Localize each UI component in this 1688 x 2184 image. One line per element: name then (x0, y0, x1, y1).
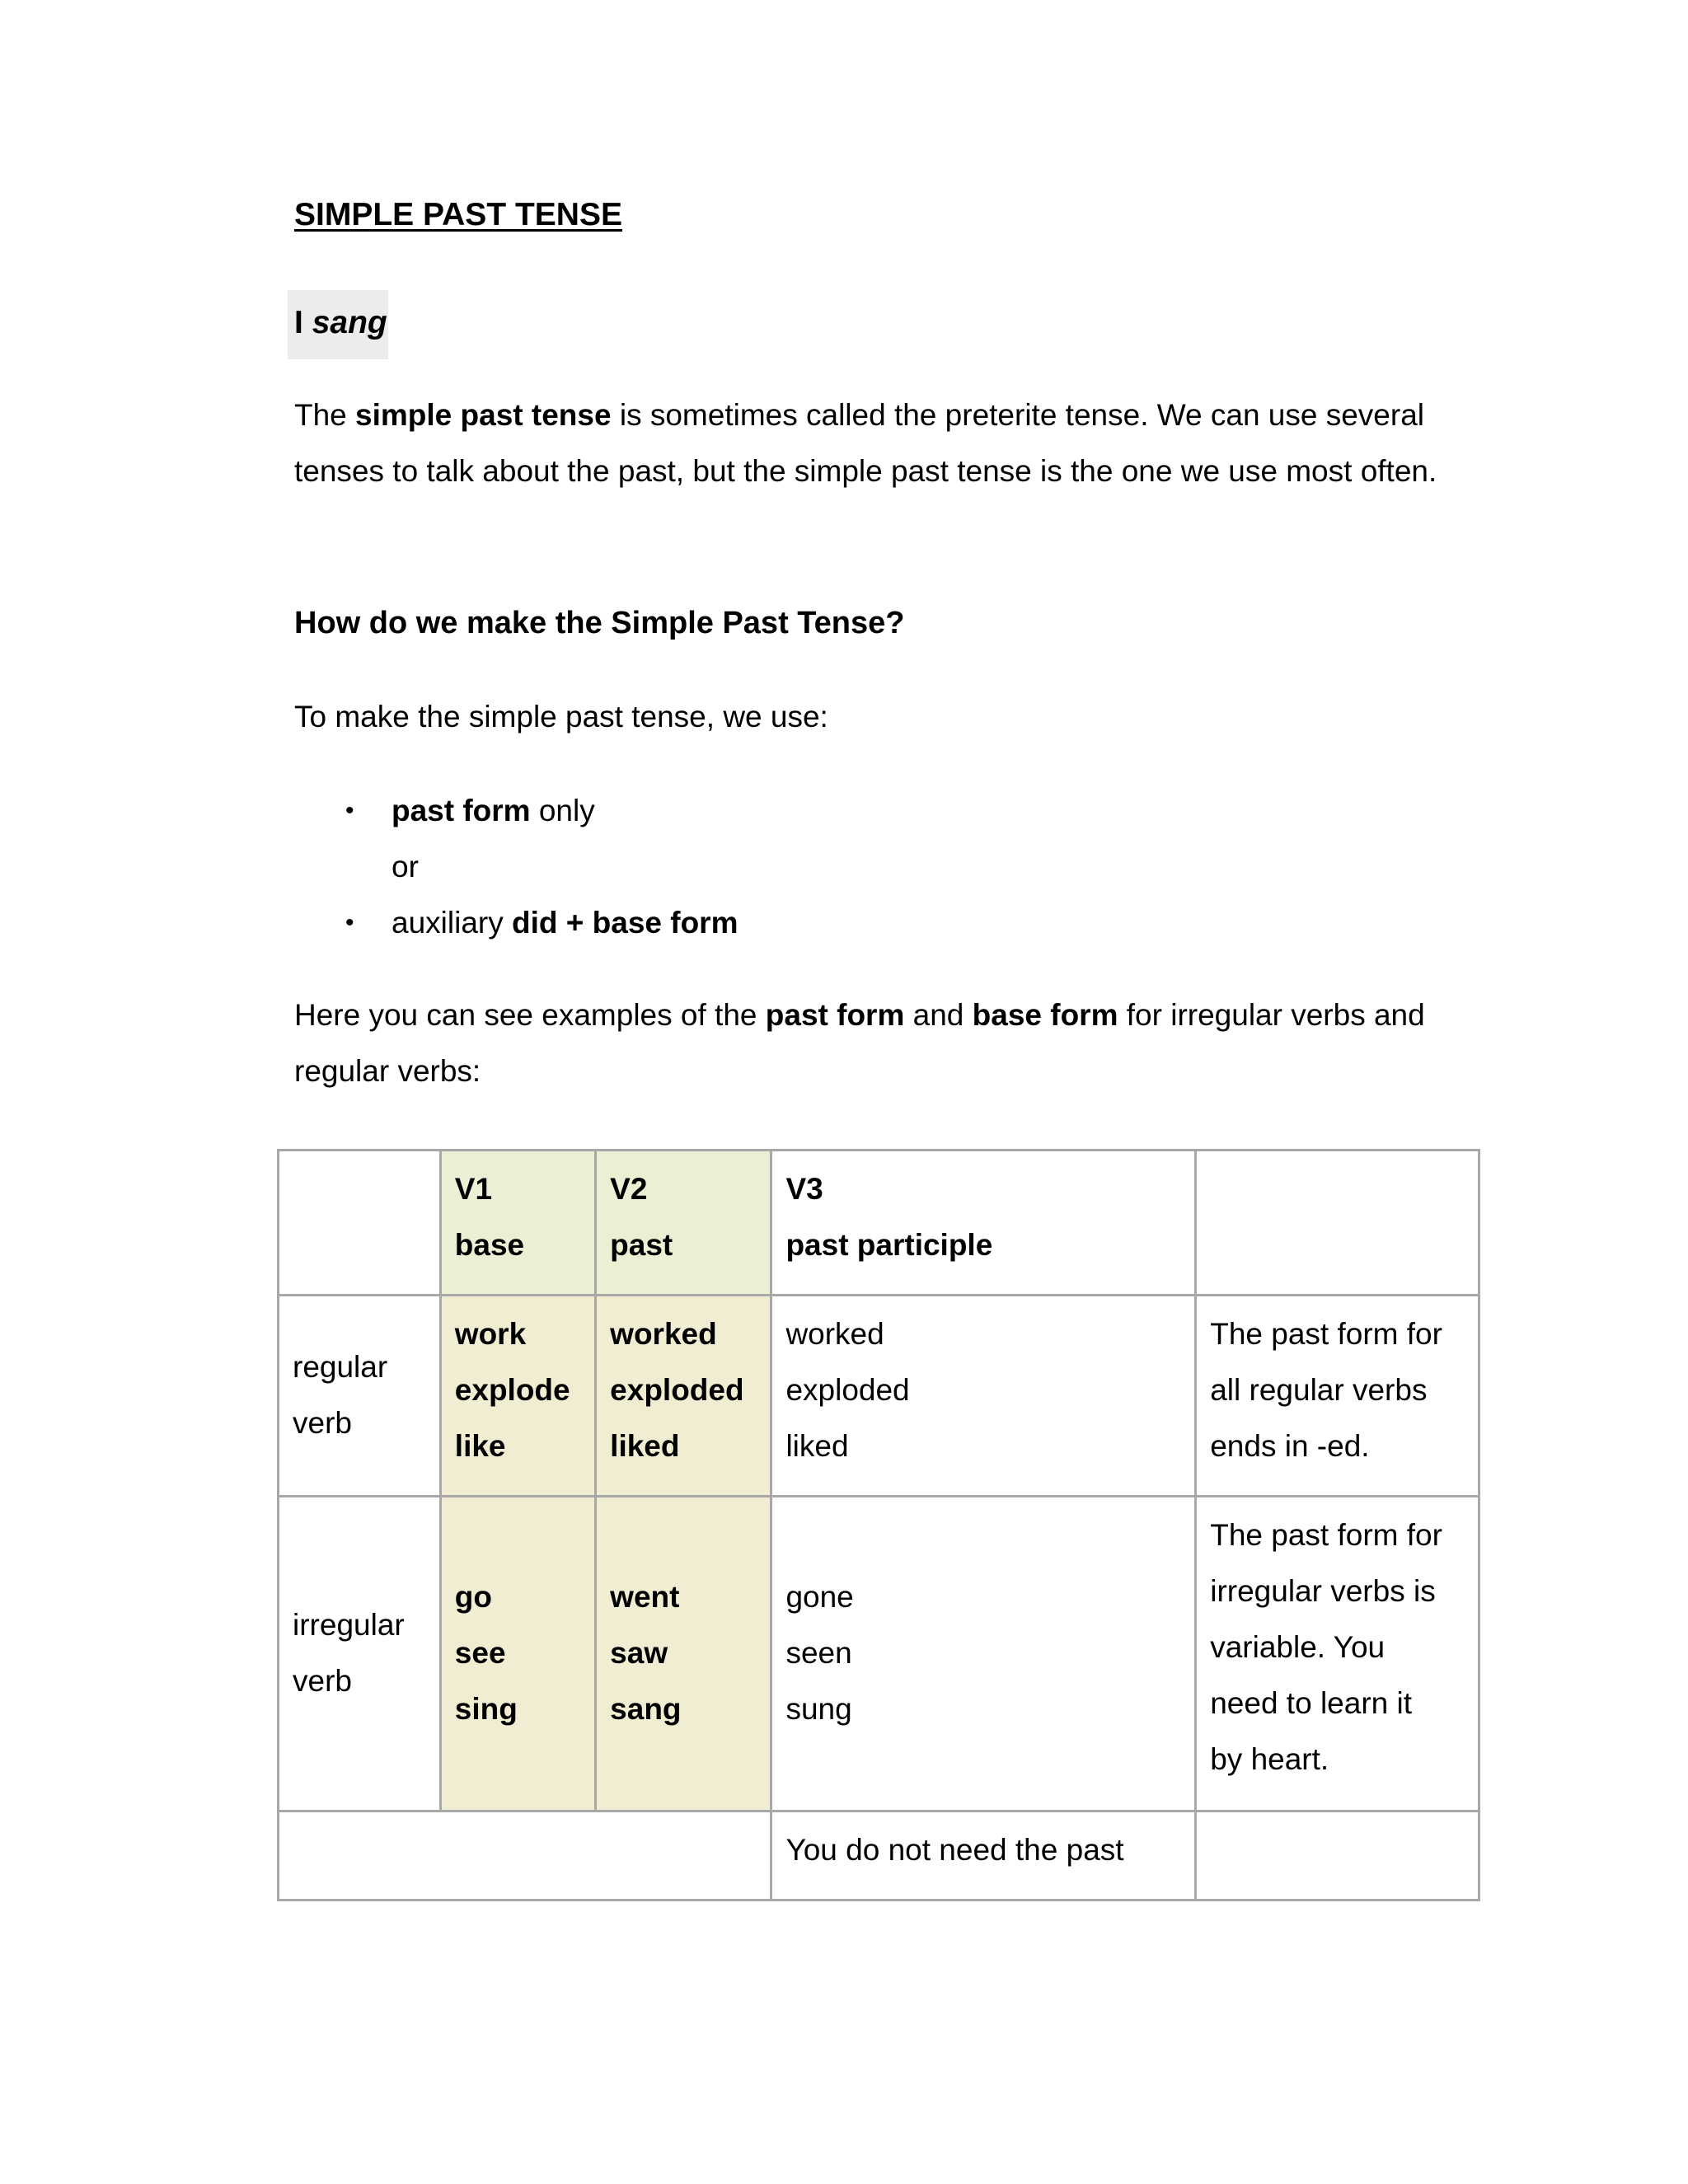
irregular-label-1: irregular (293, 1607, 405, 1642)
irregular-note-line: by heart. (1210, 1742, 1329, 1776)
last-row-empty-cell (279, 1811, 771, 1900)
or-text: or (392, 850, 419, 883)
irregular-v2-item: sang (610, 1691, 682, 1726)
irregular-v3-cell (771, 1497, 1196, 1811)
examples-past-form: past form (765, 998, 905, 1032)
regular-v3-item: liked (785, 1429, 849, 1463)
intro-text-2: is sometimes called the preterite tense. We can use several tenses to talk about the past, but the simple past tense is the one we use most often. (294, 398, 1437, 488)
header-note-cell (1196, 1151, 1479, 1296)
last-row-note-cell (1196, 1811, 1479, 1900)
header-v2 (596, 1151, 771, 1296)
regular-v1-item: work (454, 1317, 527, 1351)
irregular-v3-item: sung (785, 1691, 852, 1726)
regular-note-line: all regular verbs (1210, 1373, 1428, 1407)
bullet-1-rest: only (530, 794, 595, 827)
make-intro: To make the simple past tense, we use: (294, 700, 828, 733)
regular-v1-item: like (454, 1429, 506, 1463)
irregular-v2-cell (596, 1497, 771, 1811)
bullet-1-bold: past form (392, 794, 531, 827)
how-heading: How do we make the Simple Past Tense? (294, 606, 905, 640)
header-v3-sub: past participle (785, 1228, 993, 1262)
header-v1 (440, 1151, 595, 1296)
bullet-2-pre: auxiliary (392, 906, 512, 940)
irregular-v1-item: sing (454, 1691, 518, 1726)
regular-v3-item: exploded (785, 1373, 910, 1407)
regular-label-2: verb (293, 1405, 352, 1440)
irregular-note-cell (1196, 1497, 1479, 1811)
irregular-v2-item: saw (610, 1635, 668, 1670)
header-v3 (771, 1151, 1196, 1296)
examples-paragraph (294, 987, 1498, 1099)
intro-text-1: The (294, 398, 356, 432)
examples-text-3: for irregular verbs and regular verbs: (294, 998, 1425, 1088)
irregular-v3-item: gone (785, 1579, 854, 1614)
header-v2-label: V2 (610, 1172, 648, 1206)
example-verb: sang (312, 305, 387, 340)
regular-v2-cell (596, 1296, 771, 1497)
regular-note-line: The past form for (1210, 1317, 1442, 1351)
header-v1-sub: base (454, 1228, 525, 1262)
examples-text-1: Here you can see examples of the (294, 998, 766, 1032)
irregular-label-cell (279, 1497, 441, 1811)
regular-note-cell (1196, 1296, 1479, 1497)
regular-v2-item: worked (610, 1317, 717, 1351)
regular-v3-item: worked (785, 1317, 884, 1351)
verb-forms-table (277, 1149, 1480, 1901)
header-v2-sub: past (610, 1228, 673, 1262)
irregular-v3-item: seen (785, 1635, 852, 1670)
regular-label-1: regular (293, 1349, 388, 1384)
regular-v2-item: liked (610, 1429, 680, 1463)
list-item (294, 895, 1498, 951)
bullet-dot: • (345, 797, 354, 824)
table-row (279, 1497, 1479, 1811)
header-empty-cell (279, 1151, 441, 1296)
header-v1-label: V1 (454, 1172, 493, 1206)
regular-v1-cell (440, 1296, 595, 1497)
irregular-note-line: need to learn it (1210, 1686, 1413, 1720)
irregular-v2-item: went (610, 1579, 680, 1614)
table-header-row (279, 1151, 1479, 1296)
bullet-2-bold: did + base form (512, 906, 738, 940)
irregular-label-2: verb (293, 1663, 352, 1698)
regular-note-line: ends in -ed. (1210, 1429, 1370, 1463)
table-row (279, 1811, 1479, 1900)
irregular-v1-item: go (454, 1579, 492, 1614)
table-row (279, 1296, 1479, 1497)
irregular-note-line: variable. You (1210, 1630, 1386, 1664)
intro-paragraph (294, 387, 1498, 499)
irregular-v1-item: see (454, 1635, 506, 1670)
example-sentence (294, 295, 387, 351)
last-row-v3-text: You do not need the past (785, 1833, 1124, 1867)
examples-base-form: base form (972, 998, 1118, 1032)
intro-term: simple past tense (355, 398, 612, 432)
bullet-list (294, 783, 1498, 951)
list-or (294, 839, 1498, 895)
irregular-note-line: The past form for (1210, 1518, 1442, 1552)
list-item (294, 783, 1498, 839)
example-subject: I (294, 305, 303, 340)
examples-text-2: and (904, 998, 973, 1032)
bullet-dot: • (345, 909, 354, 936)
regular-v1-item: explode (454, 1373, 570, 1407)
irregular-v1-cell (440, 1497, 595, 1811)
regular-v2-item: exploded (610, 1373, 744, 1407)
last-row-v3-cell (771, 1811, 1196, 1900)
regular-v3-cell (771, 1296, 1196, 1497)
page-title: SIMPLE PAST TENSE (294, 197, 622, 232)
header-v3-label: V3 (785, 1172, 823, 1206)
irregular-note-line: irregular verbs is (1210, 1574, 1436, 1608)
regular-label-cell (279, 1296, 441, 1497)
